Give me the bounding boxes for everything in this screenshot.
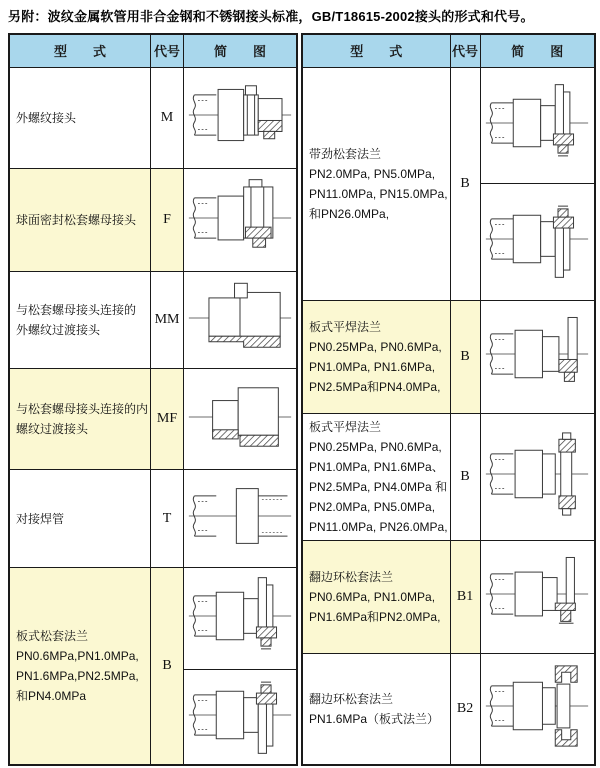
fitting-type-cell — [9, 168, 151, 271]
fitting-type-text: 外螺纹接头 — [16, 110, 77, 125]
fitting-type-text: 螺纹过渡接头 — [16, 422, 89, 437]
fitting-type-text: 翻边环松套法兰 — [309, 569, 394, 584]
table-row — [302, 413, 595, 540]
fitting-code: B — [450, 413, 480, 540]
flat-weld-flange-sym-diagram — [480, 413, 595, 540]
fitting-code: B — [151, 568, 184, 765]
fitting-type-text: 板式松套法兰 — [16, 629, 89, 644]
lap-flange-down-diagram — [184, 670, 298, 765]
fitting-type-text: 与松套螺母接头连接的 — [16, 303, 137, 318]
table-row — [302, 540, 595, 653]
table-row — [9, 67, 297, 168]
spherical-swivel-nut-joint-diagram — [184, 168, 298, 271]
diagram-column-header: 简 图 — [480, 34, 595, 67]
code-column-header: 代号 — [450, 34, 480, 67]
fitting-type-text: PN11.0MPa, PN26.0MPa, — [309, 519, 448, 534]
fittings-table-left — [8, 33, 298, 766]
fitting-type-text: PN0.25MPa, PN0.6MPa, — [309, 339, 442, 354]
fitting-type-cell — [302, 653, 450, 765]
fitting-type-text: 翻边环松套法兰 — [309, 691, 394, 706]
fitting-code: M — [151, 67, 184, 168]
fitting-type-text: 和PN26.0MPa, — [309, 206, 390, 221]
fitting-type-text: PN1.0MPa, PN1.6MPa, — [309, 359, 436, 374]
male-transition-nipple-diagram — [184, 272, 298, 369]
fitting-type-text: PN1.6MPa,PN2.5MPa, — [16, 669, 139, 684]
lap-flange-up-diagram — [480, 67, 595, 183]
fitting-type-text: 对接焊管 — [16, 511, 65, 526]
fitting-type-text: PN0.6MPa,PN1.0MPa, — [16, 649, 139, 664]
fitting-type-text: 带劲松套法兰 — [309, 146, 382, 161]
fitting-type-cell — [9, 369, 151, 470]
fitting-type-cell — [302, 67, 450, 300]
type-column-header: 型 式 — [302, 34, 450, 67]
table-row — [9, 369, 297, 470]
male-threaded-joint-diagram — [184, 67, 298, 168]
fitting-type-cell — [9, 272, 151, 369]
fittings-table-right — [301, 33, 596, 766]
fitting-code: MM — [151, 272, 184, 369]
fitting-type-cell — [9, 470, 151, 568]
lap-flange-up-diagram — [184, 568, 298, 670]
fitting-type-text: PN0.6MPa, PN1.0MPa, — [309, 589, 436, 604]
table-row — [9, 470, 297, 568]
fitting-type-text: PN2.0MPa, PN5.0MPa, — [309, 166, 436, 181]
fitting-code: B — [450, 300, 480, 413]
fitting-type-text: PN2.0MPa, PN5.0MPa, — [309, 499, 436, 514]
table-row — [302, 300, 595, 413]
fitting-type-text: PN1.0MPa, PN1.6MPa、 — [309, 459, 444, 474]
fitting-code: B2 — [450, 653, 480, 765]
fitting-code: T — [151, 470, 184, 568]
table-row — [302, 653, 595, 765]
fitting-type-text: PN11.0MPa, PN15.0MPa, — [309, 186, 448, 201]
fitting-type-text: PN2.5MPa和PN4.0MPa, — [309, 379, 441, 394]
fitting-type-text: 板式平焊法兰 — [309, 419, 382, 434]
fitting-type-text: 与松套螺母接头连接的内 — [16, 402, 149, 417]
fitting-code: B1 — [450, 540, 480, 653]
table-row — [9, 168, 297, 271]
code-column-header: 代号 — [151, 34, 184, 67]
fitting-type-cell — [302, 540, 450, 653]
fitting-code: B — [450, 67, 480, 300]
fitting-type-cell — [9, 568, 151, 765]
fitting-type-text: 和PN4.0MPa — [16, 689, 87, 704]
flat-weld-flange-diagram — [480, 300, 595, 413]
diagram-column-header: 简 图 — [184, 34, 298, 67]
flared-ring-flange-b2-diagram — [480, 653, 595, 765]
table-row — [9, 272, 297, 369]
fitting-type-cell — [302, 300, 450, 413]
fitting-type-cell — [9, 67, 151, 168]
type-column-header: 型 式 — [9, 34, 151, 67]
fitting-code: F — [151, 168, 184, 271]
fitting-type-text: PN1.6MPa（板式法兰） — [309, 711, 440, 726]
fitting-type-text: 外螺纹过渡接头 — [16, 323, 101, 338]
butt-weld-pipe-diagram — [184, 470, 298, 568]
fitting-type-text: PN1.6MPa和PN2.0MPa, — [309, 609, 441, 624]
flared-ring-flange-b1-diagram — [480, 540, 595, 653]
fitting-type-text: PN2.5MPa, PN4.0MPa 和 — [309, 479, 448, 494]
table-row — [9, 568, 297, 670]
fittings-tables — [8, 33, 596, 766]
doc-title: 另附：波纹金属软管用非合金钢和不锈钢接头标准，GB/T18615-2002接头的形式和代号。 — [8, 9, 534, 24]
fitting-type-text: PN0.25MPa, PN0.6MPa, — [309, 439, 442, 454]
fitting-type-cell — [302, 413, 450, 540]
fitting-type-text: 球面密封松套螺母接头 — [16, 213, 137, 228]
lap-flange-down-diagram — [480, 183, 595, 300]
fitting-type-text: 板式平焊法兰 — [309, 319, 382, 334]
fitting-code: MF — [151, 369, 184, 470]
female-transition-nipple-diagram — [184, 369, 298, 470]
table-row — [302, 67, 595, 183]
